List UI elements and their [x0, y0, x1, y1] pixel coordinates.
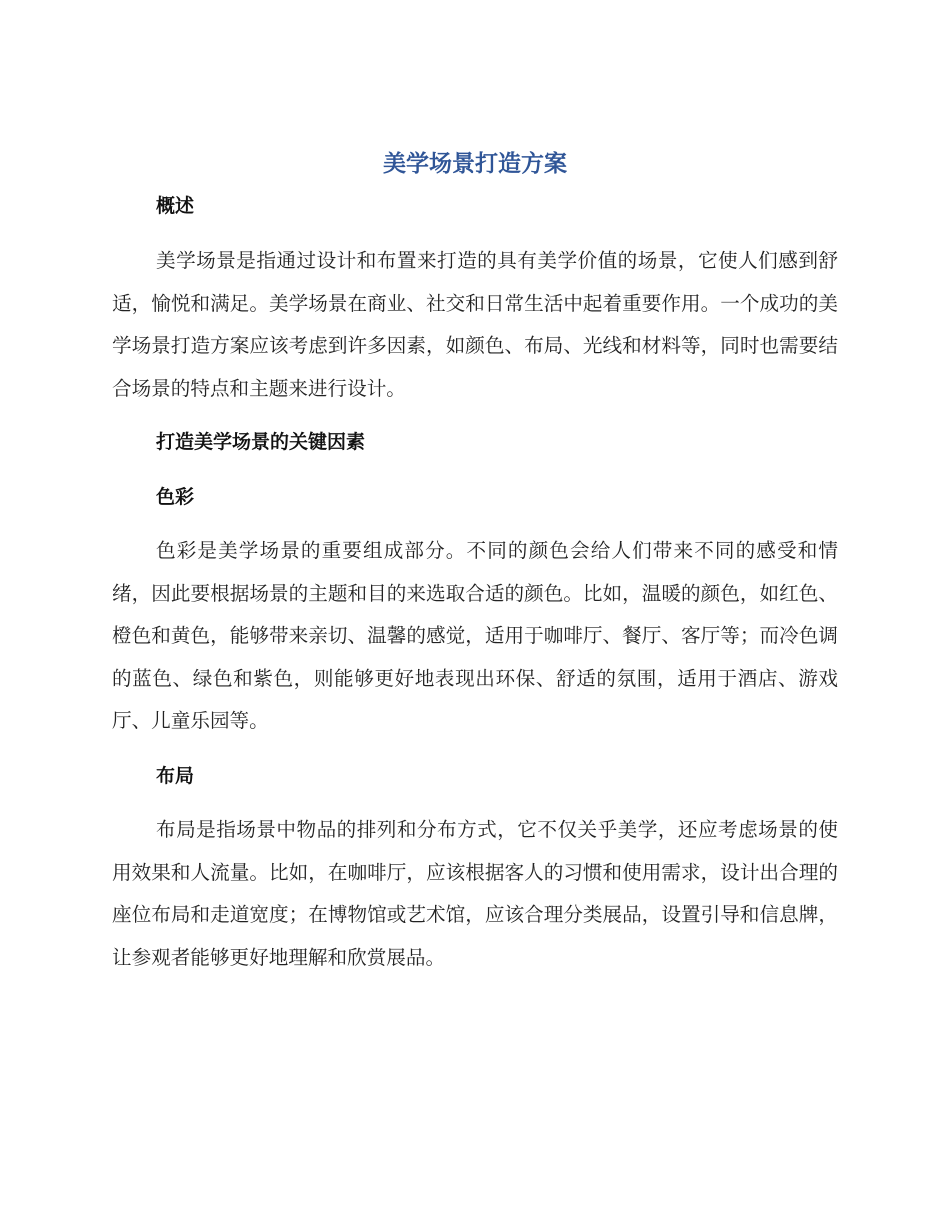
section-paragraph-overview: 美学场景是指通过设计和布置来打造的具有美学价值的场景，它使人们感到舒适，愉悦和满足。美学场景在商业、社交和日常生活中起着重要作用。一个成功的美学场景打造方案应该考虑到许多因素，如颜色、布局、光线和材料等，同时也需要结合场景的特点和主题来进行设计。	[112, 249, 838, 400]
document-title: 美学场景打造方案	[383, 151, 567, 177]
section-paragraph-layout: 布局是指场景中物品的排列和分布方式，它不仅关乎美学，还应考虑场景的使用效果和人流量。比如，在咖啡厅，应该根据客人的习惯和使用需求，设计出合理的座位布局和走道宽度；在博物馆或艺术馆，应该合理分类展品，设置引导和信息牌，让参观者能够更好地理解和欣赏展品。	[112, 818, 838, 969]
section-heading-layout: 布局	[156, 765, 195, 787]
section-heading-color: 色彩	[156, 486, 195, 508]
section-heading-key-factors: 打造美学场景的关键因素	[156, 431, 366, 453]
section-paragraph-color: 色彩是美学场景的重要组成部分。不同的颜色会给人们带来不同的感受和情绪，因此要根据场景的主题和目的来选取合适的颜色。比如，温暖的颜色，如红色、橙色和黄色，能够带来亲切、温馨的感觉，适用于咖啡厅、餐厅、客厅等；而冷色调的蓝色、绿色和紫色，则能够更好地表现出环保、舒适的氛围，适用于酒店、游戏厅、儿童乐园等。	[112, 539, 838, 732]
section-heading-overview: 概述	[156, 195, 195, 217]
